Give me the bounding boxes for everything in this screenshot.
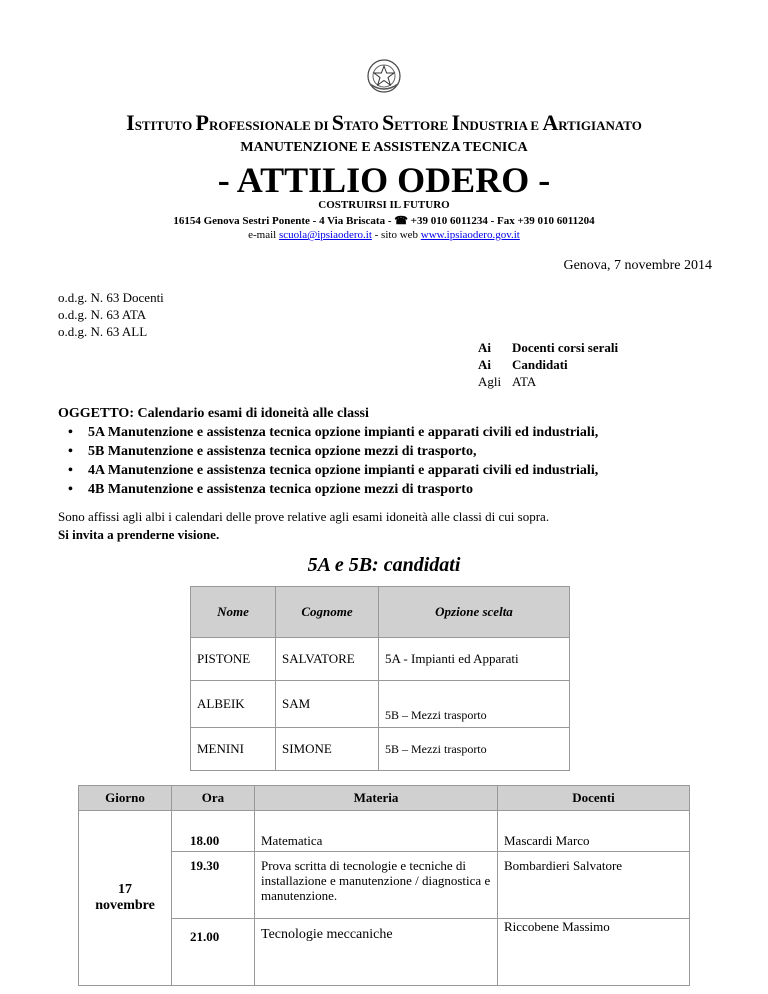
schedule-table <box>78 785 690 986</box>
table-row <box>191 681 570 728</box>
cell-docenti: Mascardi Marco <box>498 811 690 852</box>
cell-nome: PISTONE <box>191 638 276 681</box>
email-link[interactable]: scuola@ipsiaodero.it <box>278 229 372 241</box>
cell-nome: MENINI <box>191 728 276 771</box>
cell-nome: ALBEIK <box>191 681 276 728</box>
cell-cognome: SIMONE <box>276 728 379 771</box>
school-name <box>0 110 768 136</box>
table-row <box>79 811 690 852</box>
cell-docenti: Bombardieri Salvatore <box>498 852 690 919</box>
main-title: - ATTILIO ODERO - <box>217 160 551 200</box>
email-prefix: e-mail <box>248 229 279 241</box>
day-month: novembre <box>95 898 155 913</box>
contact-line <box>0 229 768 241</box>
cell-materia: Tecnologie meccaniche <box>255 919 498 986</box>
site-prefix: - sito web <box>371 229 421 241</box>
table-row <box>191 728 570 771</box>
subject-list <box>58 423 738 499</box>
school-name-part: ARTIGIANATO <box>542 110 642 135</box>
header-nome: Nome <box>191 587 276 638</box>
day-number: 17 <box>118 882 132 897</box>
cell-docenti: Riccobene Massimo <box>498 919 690 986</box>
website-link[interactable]: www.ipsiaodero.gov.it <box>420 229 520 241</box>
motto: COSTRUIRSI IL FUTURO <box>318 199 450 211</box>
address-line: 16154 Genova Sestri Ponente - 4 Via Briscata - ☎ +39 010 6011234 - Fax +39 010 6011204 <box>173 215 595 227</box>
table-row <box>191 638 570 681</box>
cell-ora: 18.00 <box>172 811 255 852</box>
odg-line: o.d.g. N. 63 Docenti <box>58 290 164 305</box>
cell-ora: 19.30 <box>172 852 255 919</box>
subject-block <box>58 404 738 499</box>
school-name-part: INDUSTRIA E <box>451 110 543 135</box>
header-opzione: Opzione scelta <box>379 587 570 638</box>
header-docenti: Docenti <box>498 786 690 811</box>
school-name-part: STATO <box>331 110 382 135</box>
recipients <box>478 339 618 390</box>
subject-item: • 5A Manutenzione e assistenza tecnica opzione impianti e apparati civili ed industriali, <box>58 423 738 442</box>
odg-block <box>58 289 164 340</box>
header-ora: Ora <box>172 786 255 811</box>
recipient-line: Ai Candidati <box>478 357 568 372</box>
cell-giorno <box>79 811 172 986</box>
school-subtitle: MANUTENZIONE E ASSISTENZA TECNICA <box>240 140 528 155</box>
school-name-part: PROFESSIONALE DI <box>195 110 332 135</box>
cell-opzione: 5A - Impianti ed Apparati <box>379 638 570 681</box>
cell-opzione: 5B – Mezzi trasporto <box>379 728 570 771</box>
header-giorno: Giorno <box>79 786 172 811</box>
notice-text: Sono affissi agli albi i calendari delle prove relative agli esami idoneità alle classi di cui sopra. <box>58 509 550 524</box>
odg-line: o.d.g. N. 63 ATA <box>58 307 147 322</box>
header-cognome: Cognome <box>276 587 379 638</box>
cell-cognome: SALVATORE <box>276 638 379 681</box>
section-title: 5A e 5B: candidati <box>307 554 461 576</box>
odg-line: o.d.g. N. 63 ALL <box>58 324 148 339</box>
table-header-row <box>79 786 690 811</box>
recipient-line: Agli ATA <box>478 374 537 389</box>
invite-text: Si invita a prenderne visione. <box>58 527 220 542</box>
header-materia: Materia <box>255 786 498 811</box>
school-name-part: ISTITUTO <box>126 110 196 135</box>
cell-cognome: SAM <box>276 681 379 728</box>
cell-opzione: 5B – Mezzi trasporto <box>379 681 570 728</box>
cell-ora: 21.00 <box>172 919 255 986</box>
cell-materia: Prova scritta di tecnologie e tecniche di installazione e manutenzione / diagnostica e manutenzione. <box>255 852 498 919</box>
subject-item: • 4A Manutenzione e assistenza tecnica opzione impianti e apparati civili ed industriali, <box>58 461 738 480</box>
school-name-part: SETTORE <box>381 110 452 135</box>
recipient-line: Ai Docenti corsi serali <box>478 340 619 355</box>
subject-item: • 4B Manutenzione e assistenza tecnica opzione mezzi di trasporto <box>58 480 738 499</box>
cell-materia: Matematica <box>255 811 498 852</box>
italian-republic-emblem-icon <box>366 58 402 94</box>
date-line: Genova, 7 novembre 2014 <box>563 258 712 273</box>
subject-item: • 5B Manutenzione e assistenza tecnica opzione mezzi di trasporto, <box>58 442 738 461</box>
table-header-row <box>191 587 570 638</box>
subject-title: OGGETTO: Calendario esami di idoneità alle classi <box>58 406 369 421</box>
candidates-table <box>190 586 570 771</box>
